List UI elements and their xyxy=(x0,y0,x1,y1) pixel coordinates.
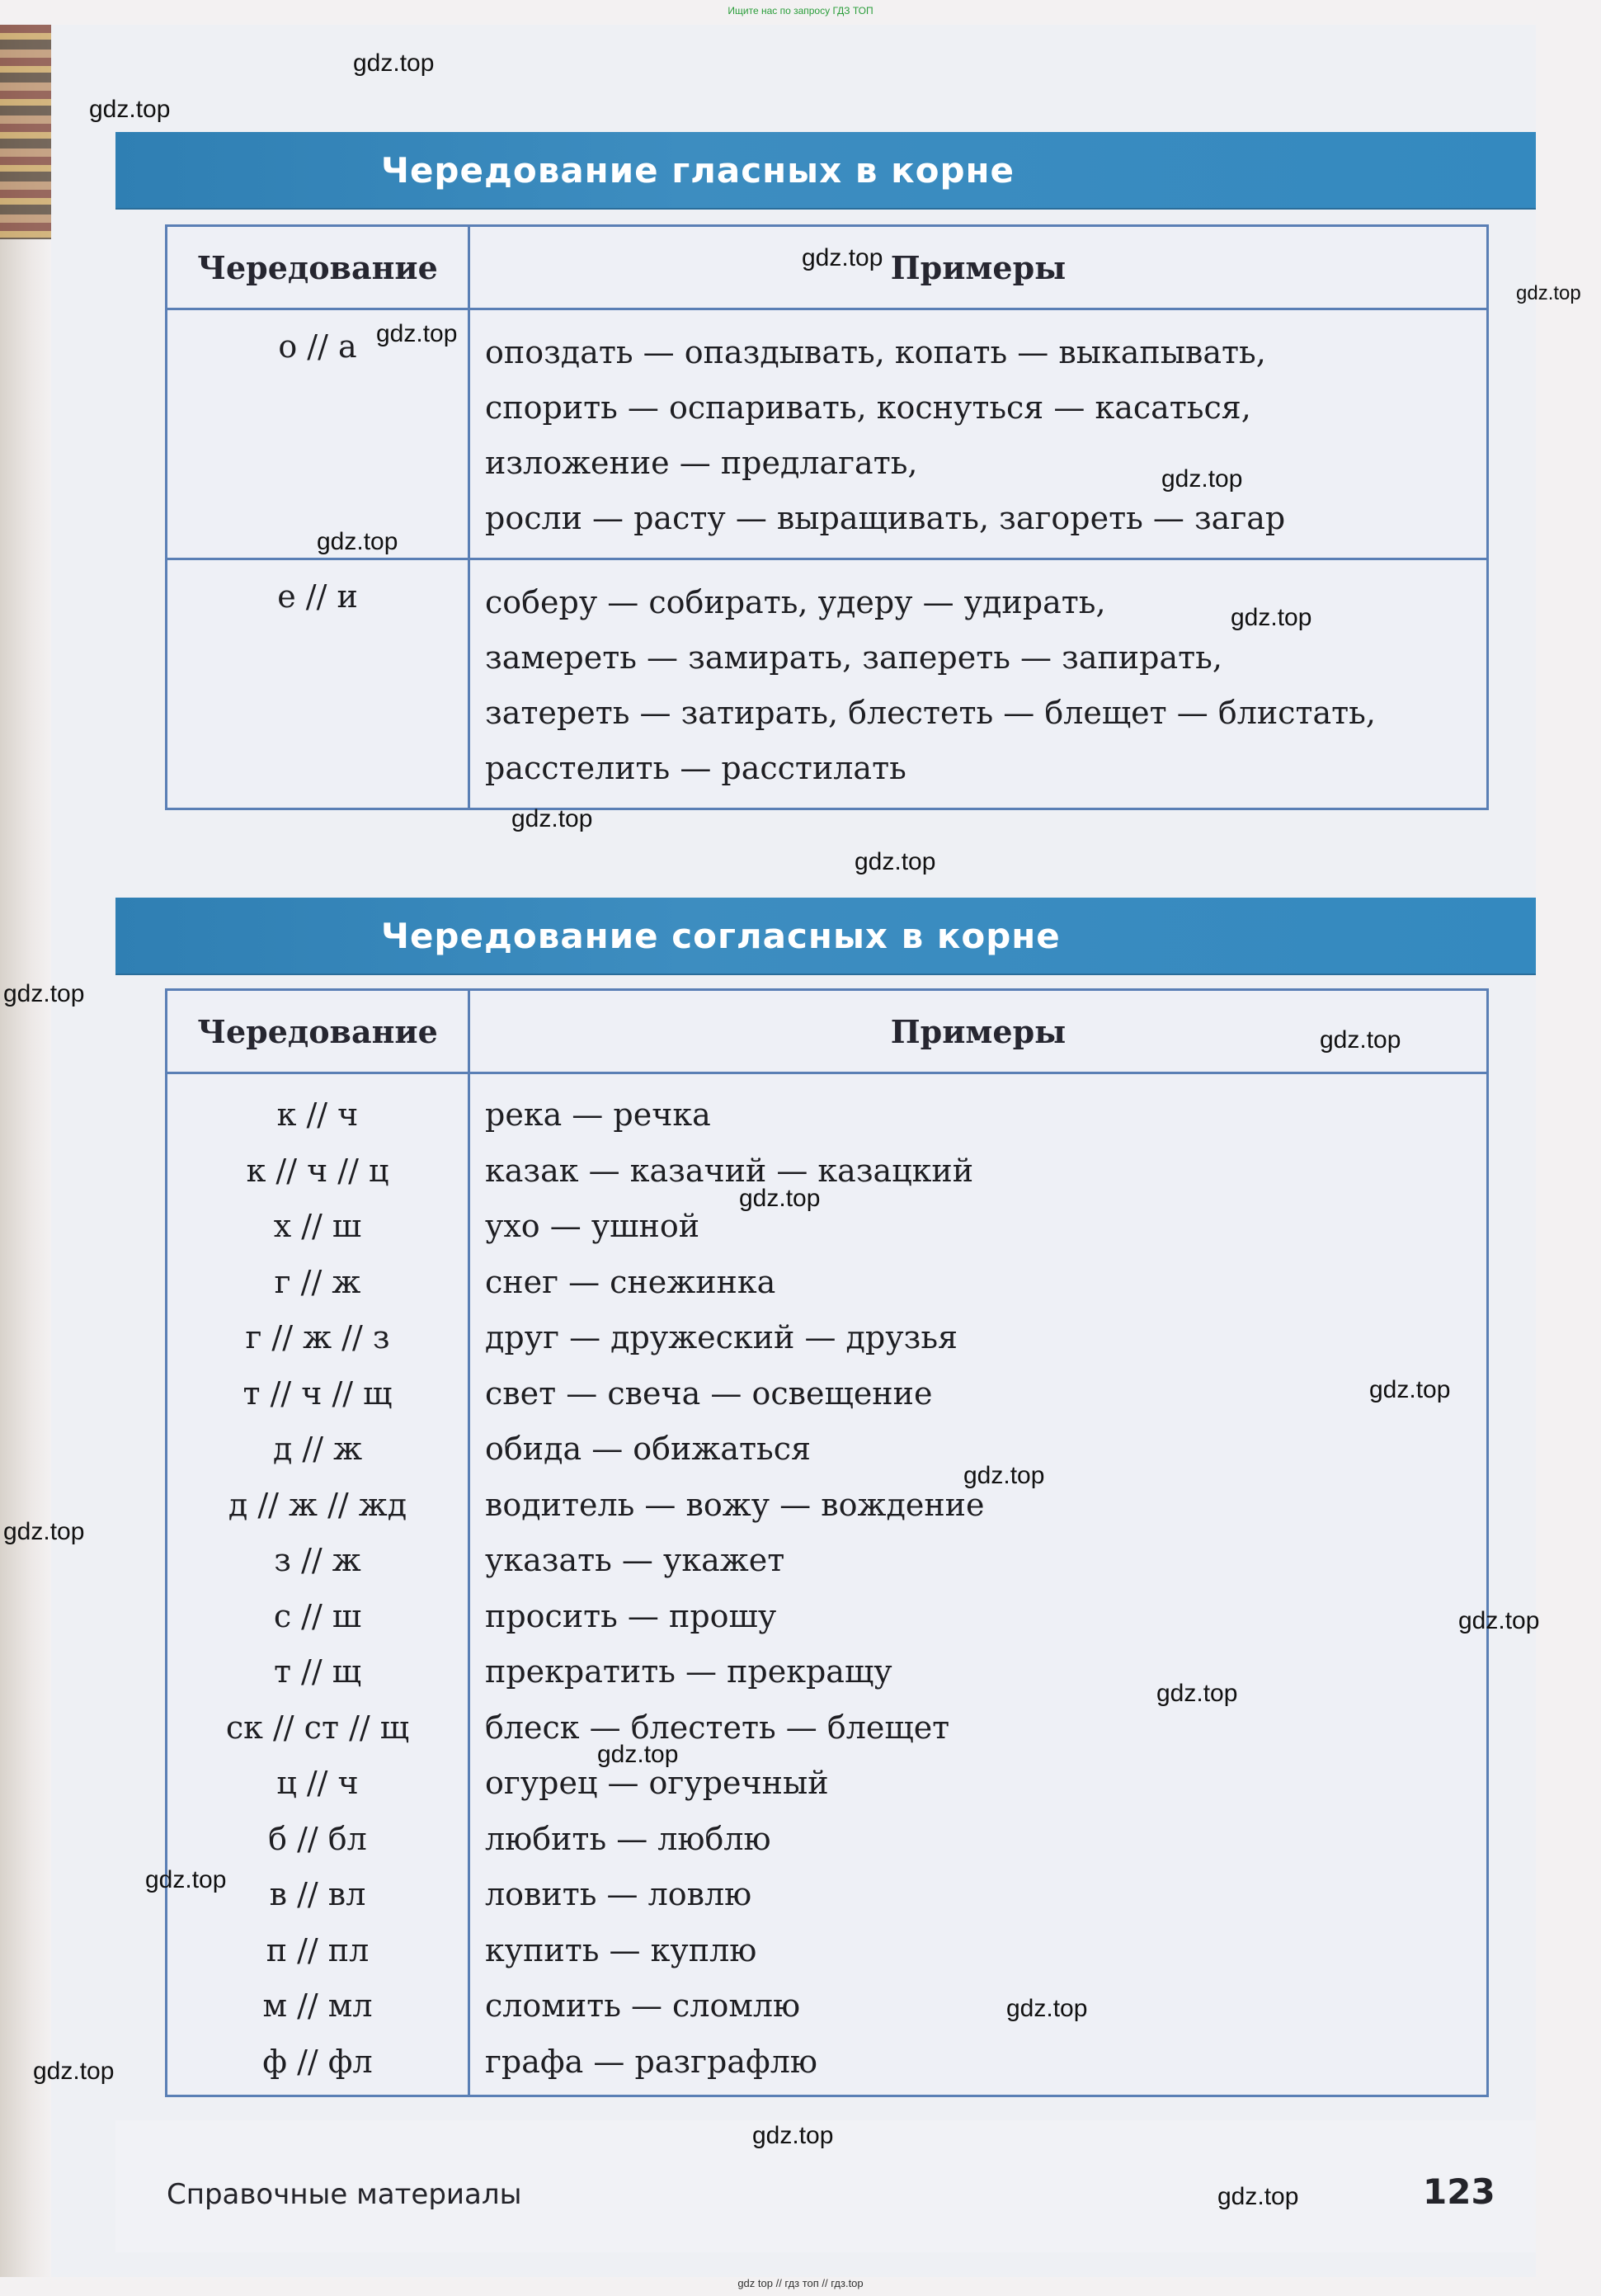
alternation-item: м // мл xyxy=(262,1987,373,2024)
watermark: gdz.top xyxy=(3,1518,85,1545)
watermark: gdz.top xyxy=(89,96,171,123)
alternation-item: ск // ст // щ xyxy=(225,1709,410,1746)
alternation-item: х // ш xyxy=(273,1208,362,1244)
watermark: gdz.top xyxy=(317,528,398,555)
example-item: просить — прошу xyxy=(485,1597,777,1634)
section-consonants-banner xyxy=(115,898,1536,974)
example-item: любить — люблю xyxy=(485,1820,771,1857)
consonants-col-examples: Примеры xyxy=(469,990,1488,1073)
alternation-cell: е // и xyxy=(167,559,469,809)
table-row xyxy=(167,309,1488,559)
example-line: опоздать — опаздывать, копать — выкапывать, xyxy=(485,334,1266,370)
example-line: расстелить — расстилать xyxy=(485,750,906,786)
section-consonants-title: Чередование согласных в корне xyxy=(381,916,1061,956)
alternation-item: ц // ч xyxy=(276,1765,359,1801)
example-item: прекратить — прекращу xyxy=(485,1653,892,1690)
watermark: gdz.top xyxy=(1156,1680,1238,1707)
examples-list xyxy=(469,1073,1488,2096)
table-row xyxy=(167,559,1488,809)
vowels-table xyxy=(165,224,1489,810)
watermark: gdz.top xyxy=(1161,465,1243,493)
example-line: росли — расту — выращивать, загореть — загар xyxy=(485,500,1286,536)
example-item: графа — разграфлю xyxy=(485,2043,818,2080)
watermark: gdz.top xyxy=(1458,1607,1540,1634)
example-item: ловить — ловлю xyxy=(485,1876,752,1912)
watermark: gdz.top xyxy=(353,50,435,77)
watermark: gdz.top xyxy=(1516,282,1581,304)
example-line: соберу — собирать, удеру — удирать, xyxy=(485,584,1106,620)
example-item: казак — казачий — казацкий xyxy=(485,1152,974,1189)
alternation-cell: о // а xyxy=(167,309,469,559)
examples-cell xyxy=(469,559,1488,809)
example-line: замереть — замирать, запереть — запирать, xyxy=(485,639,1222,676)
top-note: Ищите нас по запросу ГДЗ ТОП xyxy=(728,5,873,17)
alternation-item: д // ж // жд xyxy=(228,1486,407,1523)
alternation-list xyxy=(167,1073,469,2096)
example-item: друг — дружеский — друзья xyxy=(485,1319,958,1355)
alternation-item: б // бл xyxy=(268,1820,367,1857)
alternation-item: т // ч // щ xyxy=(243,1374,393,1412)
example-item: водитель — вожу — вождение xyxy=(485,1486,985,1523)
alternation-item: з // ж xyxy=(274,1542,361,1578)
section-vowels-title: Чередование гласных в корне xyxy=(381,150,1015,191)
table-row xyxy=(167,1073,1488,2096)
watermark: gdz.top xyxy=(963,1462,1045,1489)
example-item: снег — снежинка xyxy=(485,1263,776,1300)
alternation-item: п // пл xyxy=(266,1931,370,1968)
alternation-item: к // ч xyxy=(276,1096,359,1133)
alternation-item: д // ж xyxy=(272,1431,363,1467)
watermark: gdz.top xyxy=(1231,604,1312,631)
book-spine xyxy=(0,25,51,2277)
watermark: gdz.top xyxy=(3,980,85,1007)
watermark: gdz.top xyxy=(33,2058,115,2085)
book-stack-edge xyxy=(0,25,51,239)
vowels-col-alternation: Чередование xyxy=(167,226,469,309)
watermark: gdz.top xyxy=(1320,1026,1401,1054)
example-item: блеск — блестеть — блещет xyxy=(485,1709,950,1746)
example-item: ухо — ушной xyxy=(485,1208,700,1244)
alternation-item: г // ж xyxy=(274,1263,361,1300)
watermark: gdz.top xyxy=(511,805,593,832)
section-vowels-banner xyxy=(115,132,1536,208)
example-line: изложение — предлагать, xyxy=(485,445,918,481)
example-item: река — речка xyxy=(485,1096,711,1133)
alternation-item: в // вл xyxy=(269,1876,366,1912)
example-line: затереть — затирать, блестеть — блещет — блистать, xyxy=(485,695,1376,731)
watermark: gdz.top xyxy=(802,244,883,271)
watermark: gdz.top xyxy=(1369,1376,1451,1403)
alternation-item: г // ж // з xyxy=(245,1319,390,1355)
watermark: gdz.top xyxy=(376,320,458,347)
watermark: gdz.top xyxy=(1006,1995,1088,2022)
alternation-item: с // ш xyxy=(273,1597,362,1634)
example-item: сломить — сломлю xyxy=(485,1987,801,2024)
footer-section-label: Справочные материалы xyxy=(167,2178,522,2211)
watermark: gdz.top xyxy=(1217,2183,1299,2210)
watermark: gdz.top xyxy=(855,848,936,875)
example-item: указать — укажет xyxy=(485,1542,785,1578)
example-line: спорить — оспаривать, коснуться — касаться, xyxy=(485,389,1251,426)
vowels-col-examples: Примеры xyxy=(469,226,1488,309)
page-number: 123 xyxy=(1423,2171,1495,2212)
consonants-table xyxy=(165,988,1489,2097)
example-item: свет — свеча — освещение xyxy=(485,1374,933,1412)
watermark: gdz.top xyxy=(752,2122,834,2149)
watermark: gdz.top xyxy=(145,1866,227,1893)
watermark: gdz.top xyxy=(739,1185,821,1212)
consonants-col-alternation: Чередование xyxy=(167,990,469,1073)
example-item: купить — куплю xyxy=(485,1931,757,1968)
example-item: огурец — огуречный xyxy=(485,1765,829,1801)
examples-cell xyxy=(469,309,1488,559)
alternation-item: т // щ xyxy=(273,1653,362,1690)
bottom-note: gdz top // гдз топ // гдз.top xyxy=(737,2277,864,2289)
alternation-item: к // ч // ц xyxy=(246,1152,389,1189)
watermark: gdz.top xyxy=(597,1741,679,1768)
alternation-item: ф // фл xyxy=(262,2043,373,2080)
example-item: обида — обижаться xyxy=(485,1431,811,1467)
